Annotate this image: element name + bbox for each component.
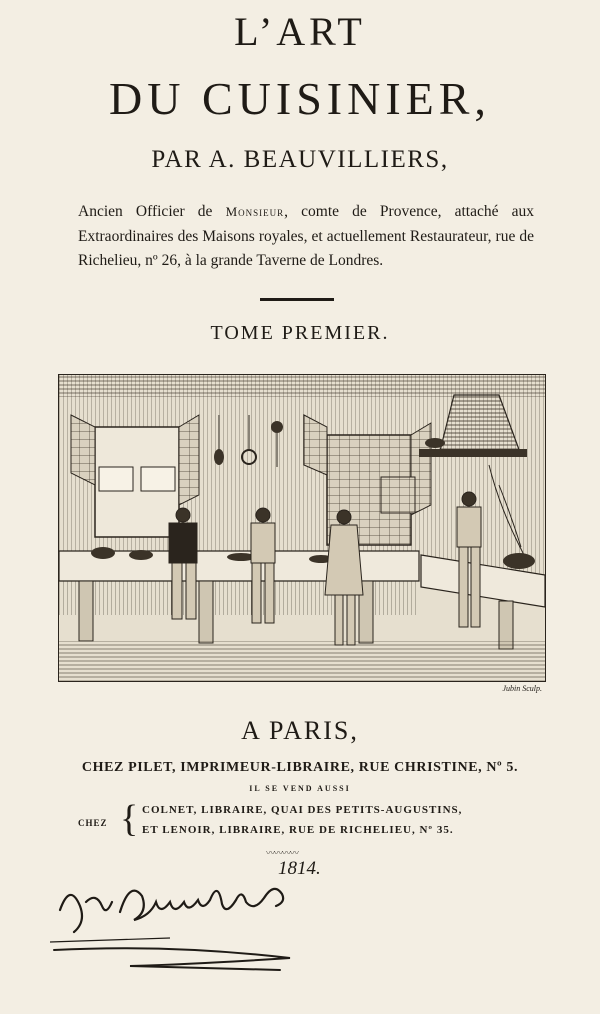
divider-rule	[260, 298, 334, 301]
volume-label: TOME PREMIER.	[210, 322, 390, 344]
seller-line-2: ET LENOIR, LIBRAIRE, RUE DE RICHELIEU, Nº 35.	[142, 824, 454, 836]
description-part-2: , comte de Provence, attaché aux Extraordinaires des Maisons royales, et actuellement Restaurateur, rue de Richelieu, nº 26, à la grande Taverne de Londres.	[78, 203, 534, 269]
place-of-publication: A PARIS,	[241, 716, 359, 745]
publisher-line: CHEZ PILET, IMPRIMEUR-LIBRAIRE, RUE CHRISTINE, Nº 5.	[81, 760, 519, 775]
author-description	[78, 200, 534, 274]
title-line-1: L’ART	[234, 9, 366, 54]
wavy-ornament: 〰〰〰〰	[266, 848, 299, 858]
author-line: PAR A. BEAUVILLIERS,	[151, 146, 449, 173]
kitchen-scene-illustration	[59, 375, 545, 681]
handwritten-signature	[50, 872, 370, 992]
brace-glyph: {	[120, 798, 139, 840]
description-part-1: Ancien Officier de	[78, 203, 226, 220]
seller-line-1: COLNET, LIBRAIRE, QUAI DES PETITS-AUGUSTINS,	[142, 804, 463, 816]
description-monsieur: Monsieur	[225, 204, 285, 219]
chez-label: CHEZ	[78, 818, 108, 828]
also-sold-line: IL SE VEND AUSSI	[249, 784, 351, 793]
title-line-2: DU CUISINIER,	[109, 73, 491, 124]
engraver-credit: Jubin Sculp.	[502, 684, 542, 693]
kitchen-engraving	[58, 374, 546, 682]
publication-year: 1814.	[278, 858, 321, 879]
